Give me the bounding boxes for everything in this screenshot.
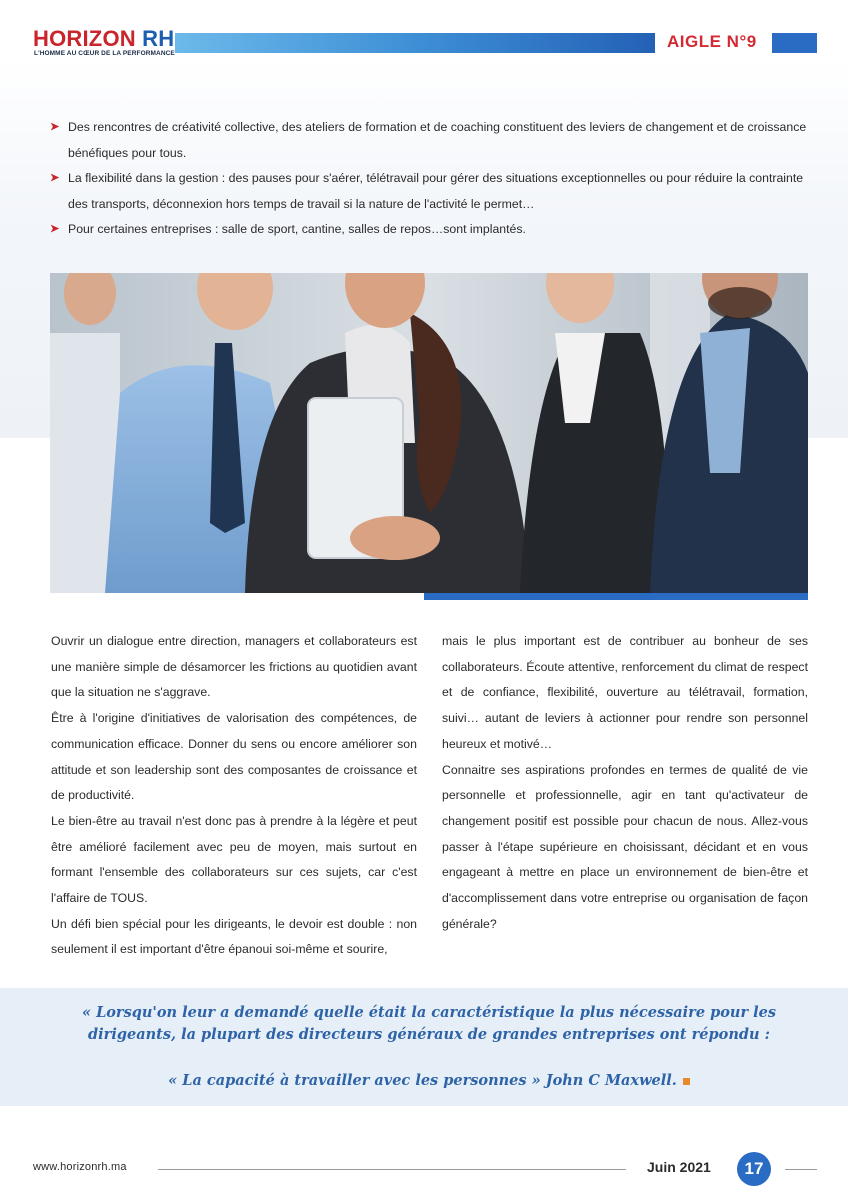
logo-word-rh: RH: [142, 26, 175, 51]
logo-tagline: L'HOMME AU CŒUR DE LA PERFORMANCE: [34, 50, 175, 57]
quote-answer-text: « La capacité à travailler avec les personnes » John C Maxwell.: [168, 1072, 677, 1089]
header-blue-block: [772, 33, 817, 53]
paragraph: Connaitre ses aspirations profondes en termes de qualité de vie personnelle et professionnelle, agir en tant qu'activateur de changement positif est possible pour chacun de nous. Allez-vous passer à l'étape supérieure en choisissant, décidant et en vous engageant à mettre en place un environnement de bien-être et d'accomplissement dans votre entreprise ou organisation de façon générale?: [442, 762, 808, 931]
logo-word-horizon: HORIZON: [33, 26, 136, 51]
end-square-icon: [683, 1078, 690, 1085]
arrow-bullet-icon: ➤: [50, 223, 60, 235]
bullet-item: [50, 166, 810, 217]
bullet-text: Pour certaines entreprises : salle de sport, cantine, salles de repos…sont implantés.: [68, 222, 526, 236]
left-text-column: [51, 629, 417, 963]
bullet-text: Des rencontres de créativité collective, des ateliers de formation et de coaching constituent des leviers de changement et de croissance bénéfiques pour tous.: [68, 120, 807, 160]
paragraph: Être à l'origine d'initiatives de valorisation des compétences, de communication efficace. Donner du sens ou encore améliorer son attitude et son leadership sont des composantes de croissance et de productivité.: [51, 711, 417, 803]
header-gradient-bar: [175, 33, 655, 53]
quote-intro: « Lorsqu'on leur a demandé quelle était la caractéristique la plus nécessaire pour les dirigeants, la plupart des directeurs généraux de grandes entreprises ont répondu :: [81, 1004, 777, 1043]
footer-date: Juin 2021: [647, 1159, 711, 1175]
horizon-rh-logo: [33, 28, 174, 50]
bullet-item: [50, 115, 810, 166]
bullet-item: [50, 217, 810, 243]
bullet-text: La flexibilité dans la gestion : des pauses pour s'aérer, télétravail pour gérer des situations exceptionnelles ou pour réduire la contrainte des transports, déconnexion hors temps de travail si la nature de l'activité le permet…: [68, 171, 804, 211]
footer-divider: [158, 1169, 626, 1170]
photo-accent-bar: [424, 593, 808, 600]
paragraph: Le bien-être au travail n'est donc pas à prendre à la légère et peut être amélioré facilement avec peu de moyen, mais surtout en formant l'ensemble des collaborateurs sur ces sujets, car c'est l'affaire de TOUS.: [51, 813, 417, 906]
paragraph: mais le plus important est de contribuer au bonheur de ses collaborateurs. Écoute attentive, renforcement du climat de respect et de confiance, flexibilité, ouverture au télétravail, formation, suivi… autant de leviers à actionner pour rendre son personnel heureux et motivé…: [442, 634, 808, 751]
paragraph: Un défi bien spécial pour les dirigeants, le devoir est double : non seulement il est important d'être épanoui soi-même et sourire,: [51, 916, 417, 957]
arrow-bullet-icon: ➤: [50, 172, 60, 184]
footer-divider-right: [785, 1169, 817, 1170]
quote-answer: [40, 1072, 818, 1089]
bullet-list: [50, 115, 810, 243]
right-text-column: [442, 629, 808, 937]
footer-website-link[interactable]: www.horizonrh.ma: [33, 1161, 127, 1173]
paragraph: Ouvrir un dialogue entre direction, managers et collaborateurs est une manière simple de désamorcer les frictions au quotidien avant que la situation ne s'aggrave.: [51, 634, 417, 700]
issue-label: AIGLE N°9: [667, 32, 757, 51]
business-team-photo: [50, 273, 808, 593]
arrow-bullet-icon: ➤: [50, 121, 60, 133]
team-photo-illustration: [50, 273, 808, 593]
page-number-badge: 17: [737, 1152, 771, 1186]
